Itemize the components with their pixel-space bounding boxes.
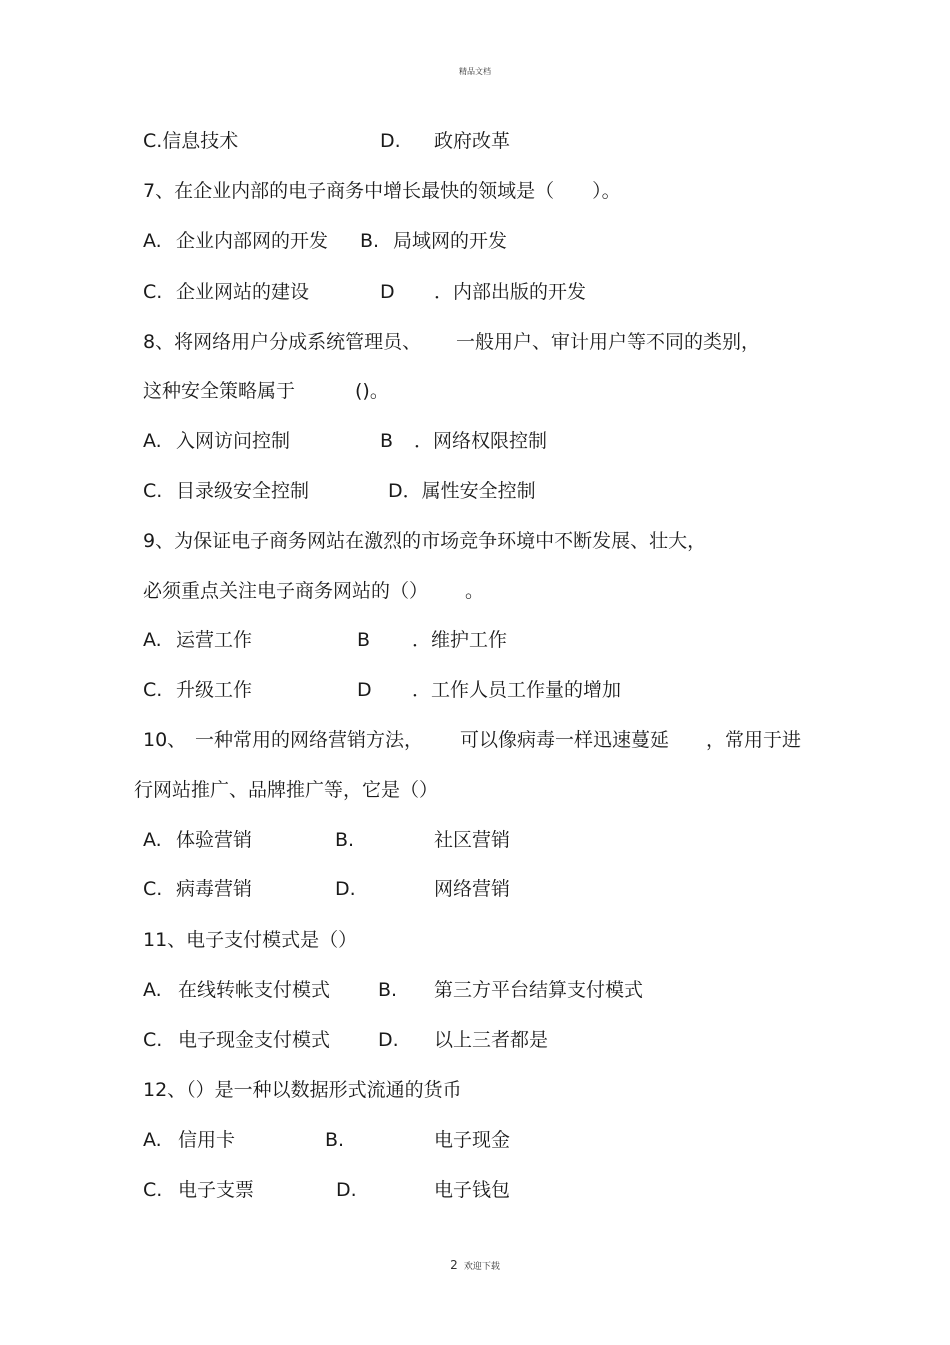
question-text: 12、（）是一种以数据形式流通的货币 — [143, 1079, 462, 1101]
option-a-text: 入网访问控制 — [176, 430, 291, 452]
option-a-text: 信用卡 — [178, 1129, 236, 1151]
option-c-label: C. — [143, 281, 163, 303]
option-b-label: B — [380, 430, 394, 452]
option-a-label: A. — [143, 1129, 162, 1151]
option-d-label: D. — [380, 130, 401, 152]
option-d-text: 政府改革 — [434, 130, 511, 152]
option-a-text: 在线转帐支付模式 — [178, 979, 331, 1001]
option-b-label: B. — [360, 230, 380, 252]
page-number: 2 — [450, 1258, 458, 1272]
option-a-text: 体验营销 — [176, 829, 253, 851]
footer-text: 欢迎下载 — [463, 1262, 500, 1272]
option-b-label: B. — [325, 1129, 345, 1151]
option-d: D．属性安全控制 — [388, 480, 536, 502]
option-b-text: 第三方平台结算支付模式 — [434, 979, 644, 1001]
option-d-label: D — [357, 679, 372, 701]
option-b-text: 电子现金 — [434, 1129, 511, 1151]
question-text: 9、为保证电子商务网站在激烈的市场竞争环境中不断发展、壮大， — [143, 530, 707, 552]
question-number: 10、 — [143, 729, 187, 751]
option-a-label: A. — [143, 629, 162, 651]
option-b-label: B. — [335, 829, 355, 851]
page-footer — [0, 1258, 950, 1272]
question-text: 8、将网络用户分成系统管理员、 — [143, 331, 422, 353]
option-b-text: 局域网的开发 — [393, 230, 508, 252]
option-d-text: 电子钱包 — [434, 1179, 511, 1201]
question-text: 必须重点关注电子商务网站的（） — [143, 580, 429, 602]
option-c: C.信息技术 — [143, 130, 239, 152]
option-d-label: D — [380, 281, 395, 303]
option-c-label: C. — [143, 480, 163, 502]
option-c-text: 病毒营销 — [176, 878, 253, 900]
option-d-text: ．工作人员工作量的增加 — [412, 679, 622, 701]
option-a-text: 运营工作 — [176, 629, 253, 651]
question-text: 一种常用的网络营销方法， — [195, 729, 424, 751]
question-text: 。 — [465, 580, 485, 602]
option-d-label: D. — [378, 1029, 399, 1051]
option-c-label: C. — [143, 679, 163, 701]
option-c-label: C. — [143, 878, 163, 900]
option-c-label: C. — [143, 1029, 163, 1051]
question-text: 可以像病毒一样迅速蔓延 — [460, 729, 670, 751]
option-d-text: ．内部出版的开发 — [434, 281, 587, 303]
option-b-label: B. — [378, 979, 398, 1001]
question-text: 一般用户、审计用户等不同的类别， — [456, 331, 761, 353]
answer-blank: ()。 — [355, 380, 389, 402]
option-c-text: 电子现金支付模式 — [178, 1029, 331, 1051]
option-d-text: 以上三者都是 — [434, 1029, 549, 1051]
question-text: 7、在企业内部的电子商务中增长最快的领域是（ ）。 — [143, 180, 621, 202]
option-c-text: 升级工作 — [176, 679, 253, 701]
option-d-label: D. — [336, 1179, 357, 1201]
option-a-label: A. — [143, 829, 162, 851]
option-d-text: 网络营销 — [434, 878, 511, 900]
option-c-text: 企业网站的建设 — [176, 281, 310, 303]
question-text: 11、电子支付模式是（） — [143, 929, 358, 951]
option-b-text: ．维护工作 — [412, 629, 508, 651]
option-b-text: ．网络权限控制 — [414, 430, 548, 452]
option-a-label: A. — [143, 979, 162, 1001]
question-text: ，常用于进 — [706, 729, 802, 751]
question-text: 这种安全策略属于 — [143, 380, 296, 402]
page-header: 精品文档 — [459, 67, 491, 76]
option-c-text: 目录级安全控制 — [176, 480, 310, 502]
option-a-text: 企业内部网的开发 — [176, 230, 329, 252]
option-a-label: A. — [143, 230, 162, 252]
option-c-label: C. — [143, 1179, 163, 1201]
option-b-text: 社区营销 — [434, 829, 511, 851]
question-text: 行网站推广、品牌推广等，它是（） — [134, 779, 439, 801]
option-d-label: D. — [335, 878, 356, 900]
option-a-label: A. — [143, 430, 162, 452]
option-c-text: 电子支票 — [178, 1179, 255, 1201]
option-b-label: B — [357, 629, 371, 651]
